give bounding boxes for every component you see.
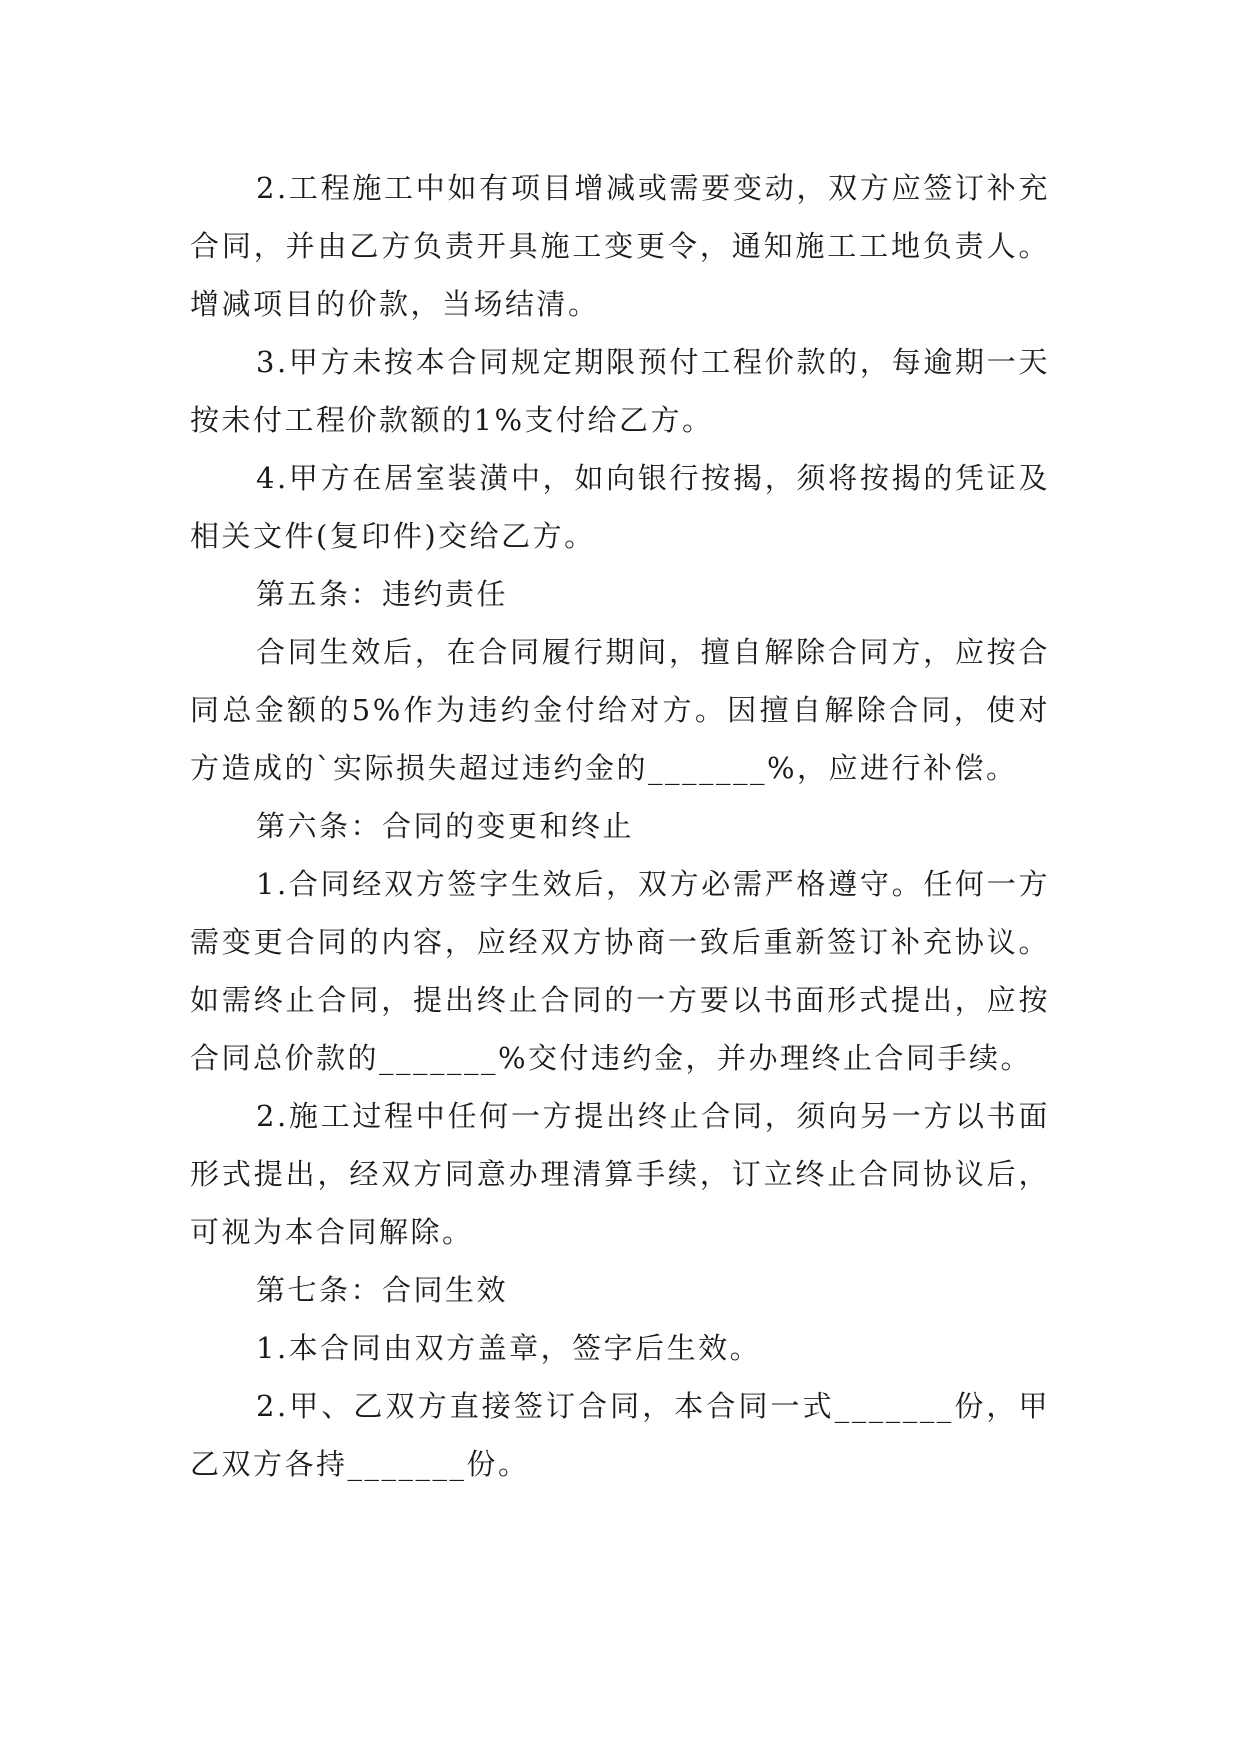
document-body bbox=[190, 159, 1050, 1493]
heading-clause-5: 第五条：违约责任 bbox=[256, 577, 509, 611]
paragraph-clause-4-item-4: 4.甲方在居室装潢中，如向银行按揭，须将按揭的凭证及相关文件(复印件)交给乙方。 bbox=[190, 461, 1050, 553]
heading-clause-6: 第六条：合同的变更和终止 bbox=[256, 809, 635, 843]
paragraph-clause-4-item-2: 2.工程施工中如有项目增减或需要变动，双方应签订补充合同，并由乙方负责开具施工变更令，通知施工工地负责人。增减项目的价款，当场结清。 bbox=[190, 171, 1050, 321]
paragraph-clause-5-body: 合同生效后，在合同履行期间，擅自解除合同方，应按合同总金额的5%作为违约金付给对方。因擅自解除合同，使对方造成的`实际损失超过违约金的_______%，应进行补偿。 bbox=[190, 635, 1050, 785]
paragraph-clause-6-item-2: 2.施工过程中任何一方提出终止合同，须向另一方以书面形式提出，经双方同意办理清算手续，订立终止合同协议后，可视为本合同解除。 bbox=[190, 1099, 1050, 1249]
heading-clause-7: 第七条：合同生效 bbox=[256, 1273, 509, 1307]
paragraph-clause-4-item-3: 3.甲方未按本合同规定期限预付工程价款的，每逾期一天按未付工程价款额的1%支付给乙方。 bbox=[190, 345, 1050, 437]
paragraph-clause-7-item-2: 2.甲、乙双方直接签订合同，本合同一式_______份，甲乙双方各持_______份。 bbox=[190, 1389, 1050, 1481]
paragraph-clause-6-item-1: 1.合同经双方签字生效后，双方必需严格遵守。任何一方需变更合同的内容，应经双方协商一致后重新签订补充协议。如需终止合同，提出终止合同的一方要以书面形式提出，应按合同总价款的_______%交付违约金，并办理终止合同手续。 bbox=[190, 867, 1050, 1075]
paragraph-clause-7-item-1: 1.本合同由双方盖章，签字后生效。 bbox=[256, 1331, 762, 1365]
